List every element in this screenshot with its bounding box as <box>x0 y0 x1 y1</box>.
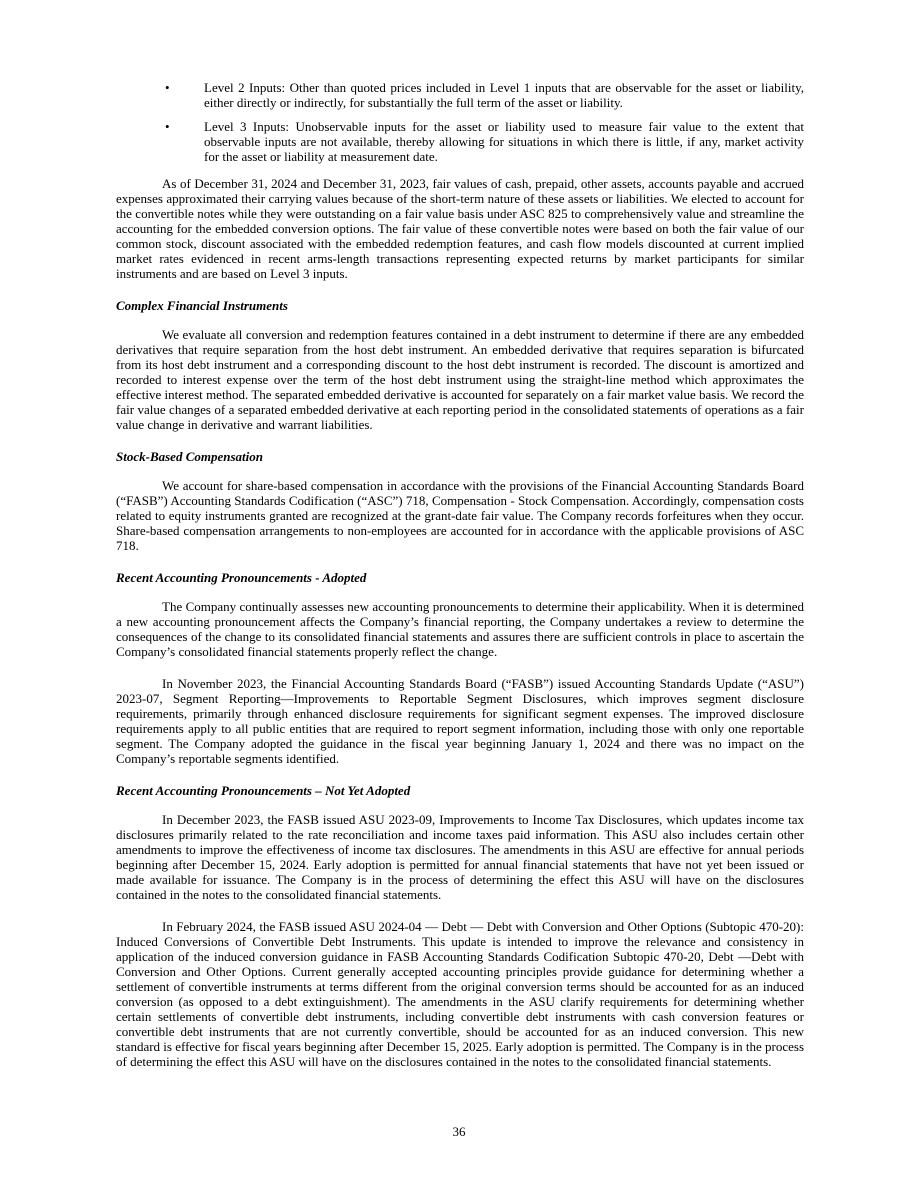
bullet-icon: • <box>165 80 170 95</box>
bullet-text: Level 2 Inputs: Other than quoted prices included in Level 1 inputs that are observable for the asset or liability, either directly or indirectly, for substantially the full term of the asset or liability. <box>204 80 804 110</box>
pronouncements-not-yet-adopted-paragraph-2: In February 2024, the FASB issued ASU 2024-04 — Debt — Debt with Conversion and Other Options (Subtopic 470-20): Induced Conversions of Convertible Debt Instruments. This update is intended to improve the relevance and consistency in application of the induced conversion guidance in FASB Accounting Standards Codification Subtopic 470-20, Debt —Debt with Conversion and Other Options. Current generally accepted accounting principles provide guidance for determining whether a settlement of convertible instruments at terms different from the original conversion terms should be accounted for as an induced conversion (as opposed to a debt extinguishment). The amendments in the ASU clarify requirements for determining whether certain settlements of convertible debt instruments, including convertible debt instruments with cash conversion features or convertible debt instruments that are not currently convertible, should be accounted for as an induced conversion. This new standard is effective for fiscal years beginning after December 15, 2025. Early adoption is permitted. The Company is in the process of determining the effect this ASU will have on the disclosures contained in the notes to the consolidated financial statements. <box>116 919 804 1069</box>
stock-based-compensation-paragraph: We account for share-based compensation in accordance with the provisions of the Financial Accounting Standards Board (“FASB”) Accounting Standards Codification (“ASC”) 718, Compensation - Stock Compensation. Accordingly, compensation costs related to equity instruments granted are recognized at the grant-date fair value. The Company records forfeitures when they occur. Share-based compensation arrangements to non-employees are accounted for in accordance with the applicable provisions of ASC 718. <box>116 478 804 553</box>
section-heading-complex-financial-instruments: Complex Financial Instruments <box>116 298 288 313</box>
bullet-icon: • <box>165 119 170 134</box>
section-heading-stock-based-compensation: Stock-Based Compensation <box>116 449 263 464</box>
pronouncements-adopted-paragraph-2: In November 2023, the Financial Accounting Standards Board (“FASB”) issued Accounting Standards Update (“ASU”) 2023-07, Segment Reporting—Improvements to Reportable Segment Disclosures, which improves segment disclosure requirements, primarily through enhanced disclosure requirements for significant segment expenses. The improved disclosure requirements apply to all public entities that are required to report segment information, including those with only one reportable segment. The Company adopted the guidance in the fiscal year beginning January 1, 2024 and there was no impact on the Company’s reportable segments identified. <box>116 676 804 766</box>
complex-financial-instruments-paragraph: We evaluate all conversion and redemption features contained in a debt instrument to determine if there are any embedded derivatives that require separation from the host debt instrument. An embedded derivative that requires separation is bifurcated from its host debt instrument and a corresponding discount to the host debt instrument is recorded. The discount is amortized and recorded to interest expense over the term of the host debt instrument using the straight-line method which approximates the effective interest method. The separated embedded derivative is accounted for separately on a fair market value basis. We record the fair value changes of a separated embedded derivative at each reporting period in the consolidated statements of operations as a fair value change in derivative and warrant liabilities. <box>116 327 804 432</box>
pronouncements-adopted-paragraph-1: The Company continually assesses new accounting pronouncements to determine their applicability. When it is determined a new accounting pronouncement affects the Company’s financial reporting, the Company undertakes a review to determine the consequences of the change to its consolidated financial statements and assures there are sufficient controls in place to ascertain the Company’s consolidated financial statements properly reflect the change. <box>116 599 804 659</box>
page-number: 36 <box>452 1124 466 1139</box>
bullet-level-3 <box>116 119 804 164</box>
bullet-level-2 <box>116 80 804 110</box>
fair-value-levels-list <box>116 80 804 164</box>
section-heading-pronouncements-not-yet-adopted: Recent Accounting Pronouncements – Not Yet Adopted <box>116 783 411 798</box>
bullet-text: Level 3 Inputs: Unobservable inputs for the asset or liability used to measure fair value to the extent that observable inputs are not available, thereby allowing for situations in which there is little, if any, market activity for the asset or liability at measurement date. <box>204 119 804 164</box>
document-page <box>116 80 804 1086</box>
pronouncements-not-yet-adopted-paragraph-1: In December 2023, the FASB issued ASU 2023-09, Improvements to Income Tax Disclosures, which updates income tax disclosures primarily related to the rate reconciliation and income taxes paid information. This ASU also includes certain other amendments to improve the effectiveness of income tax disclosures. The amendments in this ASU are effective for annual periods beginning after December 15, 2024. Early adoption is permitted for annual financial statements that have not yet been issued or made available for issuance. The Company is in the process of determining the effect this ASU will have on the disclosures contained in the notes to the consolidated financial statements. <box>116 812 804 902</box>
fair-value-paragraph: As of December 31, 2024 and December 31, 2023, fair values of cash, prepaid, other assets, accounts payable and accrued expenses approximated their carrying values because of the short-term nature of these assets or liabilities. We elected to account for the convertible notes while they were outstanding on a fair value basis under ASC 825 to comprehensively value and streamline the accounting for the embedded conversion options. The fair value of these convertible notes were based on both the fair value of our common stock, discount associated with the embedded redemption features, and cash flow models discounted at current implied market rates evidenced in recent arms-length transactions representing expected returns by market participants for similar instruments and are based on Level 3 inputs. <box>116 176 804 281</box>
section-heading-pronouncements-adopted: Recent Accounting Pronouncements - Adopted <box>116 570 367 585</box>
